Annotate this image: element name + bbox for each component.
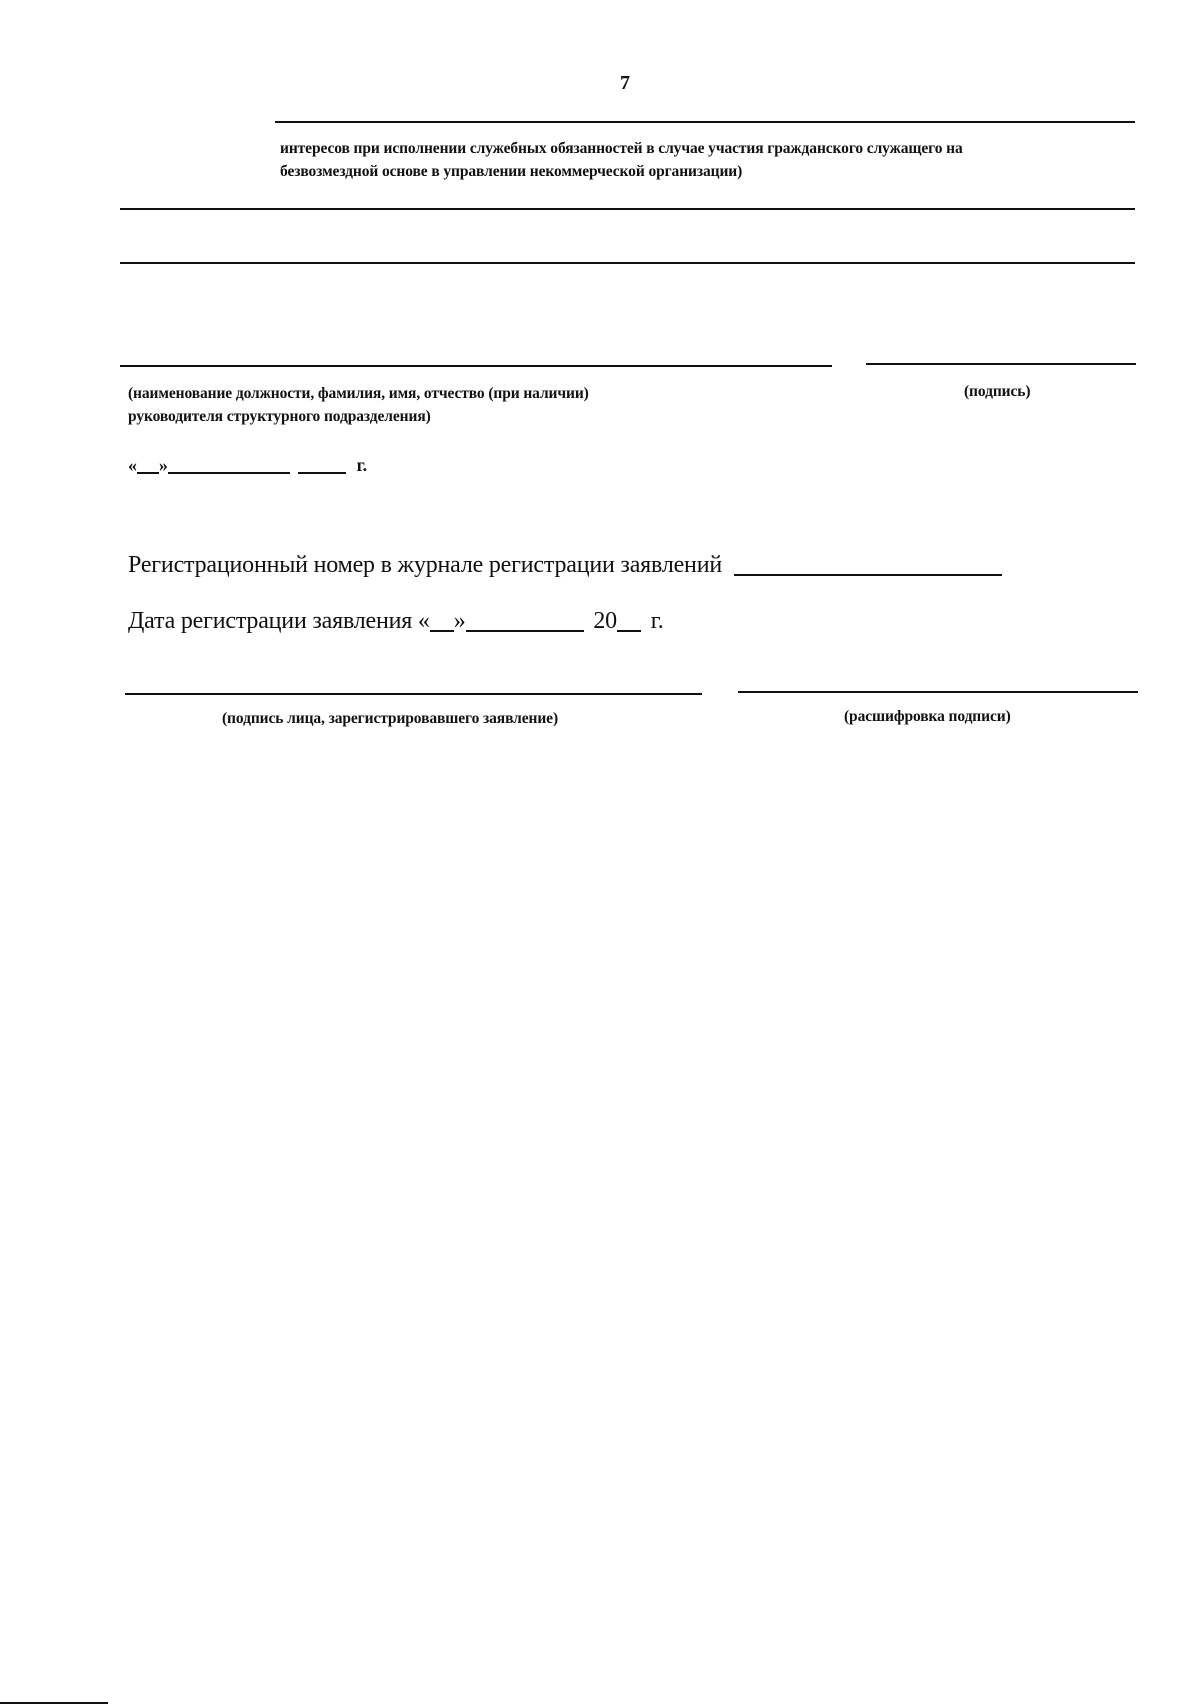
registration-year-prefix: 20 xyxy=(593,608,617,634)
registrar-decoding-line[interactable] xyxy=(738,691,1138,693)
intro-caption-line2: безвозмездной основе в управлении некоммерческой организации) xyxy=(280,163,743,180)
head-signature-caption: (подпись) xyxy=(964,383,1031,400)
registration-year-field[interactable] xyxy=(617,604,641,632)
month-field[interactable] xyxy=(168,450,290,474)
registration-date-row xyxy=(128,604,664,636)
registrar-signature-line[interactable] xyxy=(125,693,702,695)
registration-number-row xyxy=(128,548,1002,580)
registration-number-label: Регистрационный номер в журнале регистрации заявлений xyxy=(128,552,722,578)
top-rule xyxy=(275,121,1135,123)
year-field[interactable] xyxy=(298,450,346,474)
page-number: 7 xyxy=(620,72,630,94)
day-field[interactable] xyxy=(137,450,159,474)
registration-date-label: Дата регистрации заявления « xyxy=(128,608,430,634)
head-name-caption-line1: (наименование должности, фамилия, имя, отчество (при наличии) xyxy=(128,385,589,402)
registration-number-field[interactable] xyxy=(734,548,1002,576)
footnote-separator xyxy=(0,1702,108,1704)
registrar-signature-caption: (подпись лица, зарегистрировавшего заявление) xyxy=(222,710,559,727)
head-name-caption-line2: руководителя структурного подразделения) xyxy=(128,408,431,425)
blank-line-1[interactable] xyxy=(120,208,1135,210)
intro-caption-line1: интересов при исполнении служебных обязанностей в случае участия гражданского служащего на xyxy=(280,140,963,157)
registrar-decoding-caption: (расшифровка подписи) xyxy=(844,708,1011,725)
registration-month-field[interactable] xyxy=(466,604,584,632)
date-open-quote: « xyxy=(128,455,137,475)
registration-year-suffix: г. xyxy=(650,608,664,634)
head-name-line[interactable] xyxy=(120,365,832,367)
head-signature-line[interactable] xyxy=(866,363,1136,365)
registration-date-close-quote: » xyxy=(453,608,466,634)
intro-caption xyxy=(280,137,1140,183)
date-year-suffix: г. xyxy=(356,455,368,475)
date-close-quote: » xyxy=(158,455,168,475)
head-name-caption xyxy=(128,382,828,428)
registration-day-field[interactable] xyxy=(430,604,454,632)
blank-line-2[interactable] xyxy=(120,262,1135,264)
date-line xyxy=(128,450,367,477)
